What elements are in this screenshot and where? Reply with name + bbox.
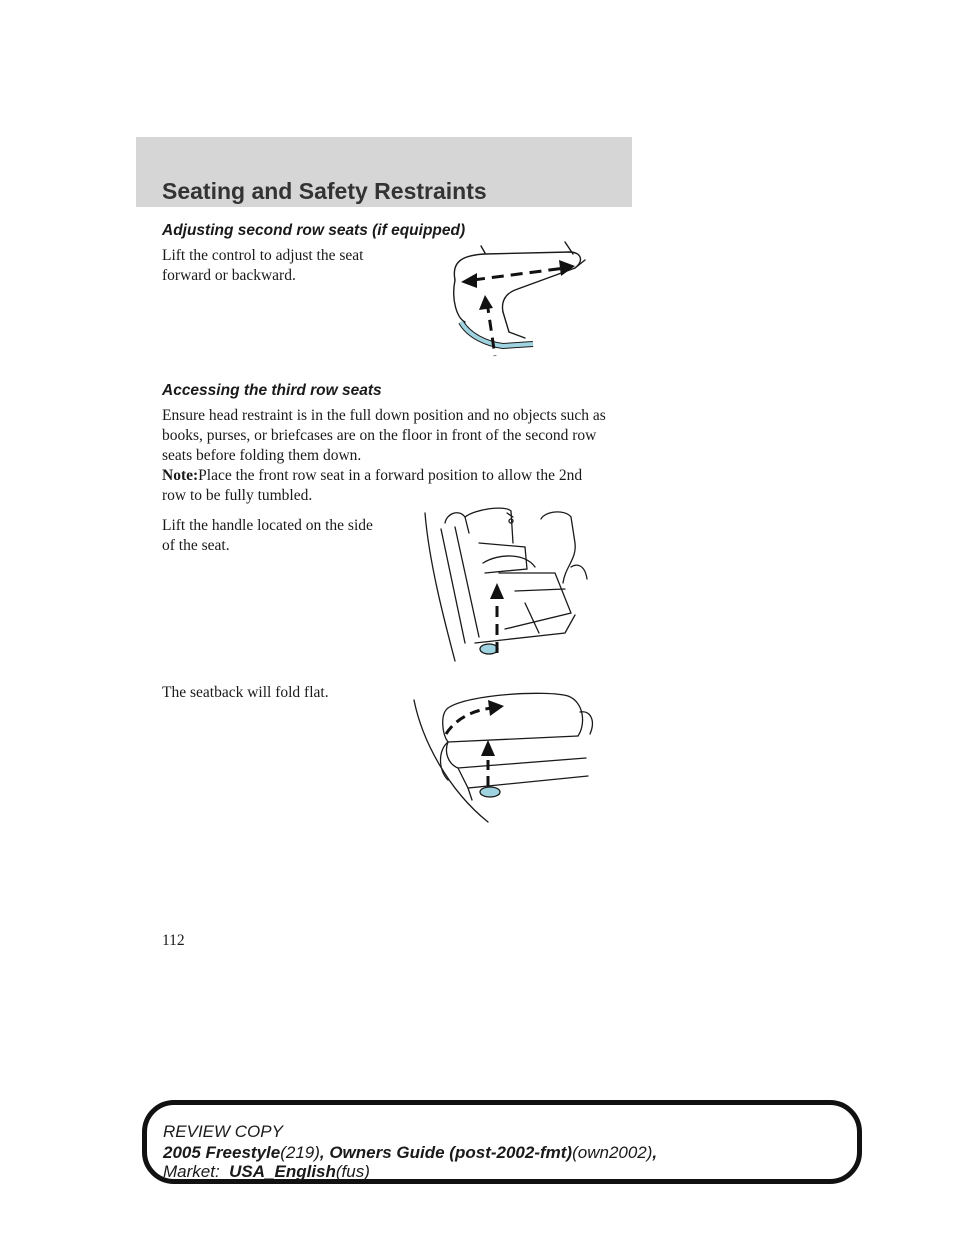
footer-market-line: Market: USA_English(fus) (163, 1162, 370, 1181)
note-label: Note: (162, 467, 199, 484)
footer-vehicle-line: 2005 Freestyle(219), Owners Guide (post-2002-fmt)(own2002), (163, 1143, 658, 1162)
page-number: 112 (162, 932, 185, 949)
footer-review-copy: REVIEW COPY (163, 1122, 283, 1141)
seatback-fold-illustration (408, 690, 608, 825)
section-heading-third-row: Accessing the third row seats (162, 382, 382, 399)
seat-handle-illustration (415, 503, 595, 663)
paragraph-adjust-seat: Lift the control to adjust the seat forward or backward. (162, 247, 364, 284)
paragraph-note: Note:Place the front row seat in a forward position to allow the 2nd row to be fully tumbled. (162, 467, 583, 504)
page-title: Seating and Safety Restraints (162, 178, 487, 204)
paragraph-ensure-head-restraint: Ensure head restraint is in the full down position and no objects such as books, purses, or briefcases are on the floor in front of the second row seats before folding them down. (162, 407, 606, 464)
section-heading-second-row: Adjusting second row seats (if equipped) (162, 222, 466, 239)
paragraph-lift-handle: Lift the handle located on the side of the seat. (162, 517, 373, 554)
seat-adjust-illustration (425, 240, 595, 365)
paragraph-seatback-folds: The seatback will fold flat. (162, 684, 329, 701)
